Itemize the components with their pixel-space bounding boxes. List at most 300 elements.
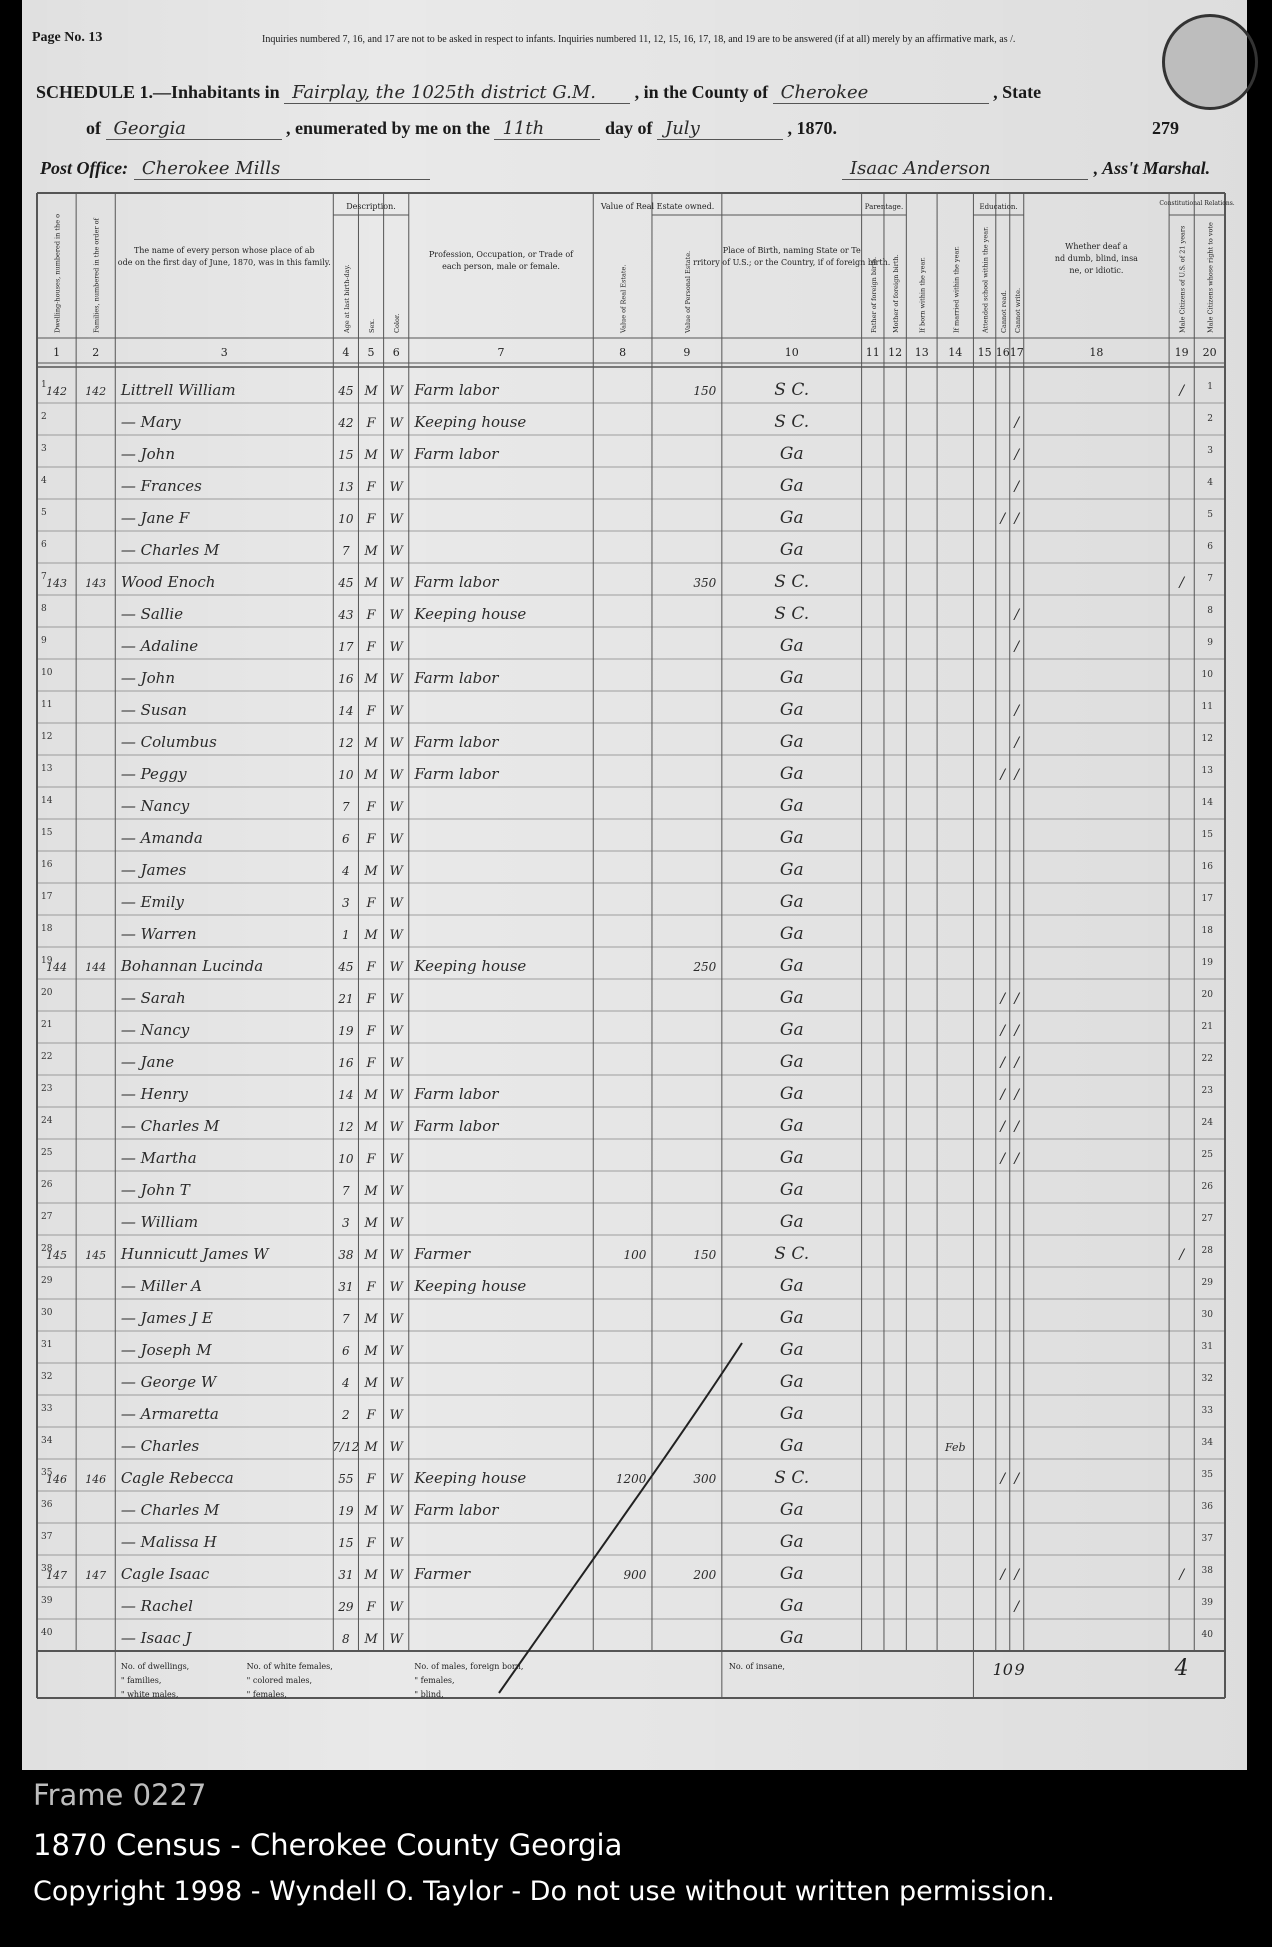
col-19-header: Male Citizens of U.S. of 21 years: [1178, 225, 1187, 333]
summary-dwellings: No. of dwellings,: [120, 1662, 190, 1671]
birth-place: Ga: [779, 1020, 804, 1040]
line-number: 1: [41, 380, 47, 390]
birth-place: Ga: [779, 1532, 804, 1552]
birth-place: Ga: [779, 828, 804, 848]
person-name: — John: [120, 445, 175, 463]
line-number: 23: [41, 1084, 53, 1094]
age: 13: [338, 480, 354, 494]
line-number-right: 15: [1201, 830, 1213, 840]
cannot-write-mark: /: [1014, 735, 1020, 751]
line-number: 27: [41, 1212, 53, 1222]
age: 31: [338, 1568, 354, 1582]
month-value: July: [657, 118, 783, 140]
line-number-right: 39: [1201, 1598, 1213, 1608]
census-table: [37, 193, 1235, 1699]
color: W: [389, 1088, 403, 1103]
cannot-read-mark: /: [1000, 1023, 1006, 1039]
sex: F: [366, 640, 376, 655]
line-number: 34: [41, 1436, 53, 1446]
col-18-header: Whether deaf a: [1065, 242, 1128, 251]
summary-females-foreign: " females,: [414, 1676, 455, 1685]
total-cannot-read: 10: [992, 1660, 1013, 1679]
cannot-read-mark: /: [1000, 991, 1006, 1007]
col-4-header: Age at last birth-day.: [342, 264, 351, 333]
col-number-10: 10: [784, 346, 799, 359]
age: 45: [338, 384, 354, 398]
sex: F: [366, 960, 376, 975]
age: 3: [342, 1216, 350, 1230]
census-row: [41, 1244, 1213, 1264]
person-name: — Jane: [120, 1053, 175, 1071]
col-9-header: Value of Personal Estate.: [683, 250, 692, 333]
age: 15: [338, 448, 354, 462]
line-number-right: 37: [1201, 1534, 1213, 1544]
col-number-1: 1: [53, 346, 61, 359]
occupation: Farmer: [414, 1245, 471, 1263]
age: 6: [342, 1344, 350, 1358]
age: 38: [338, 1248, 354, 1262]
citizen-mark: /: [1179, 575, 1185, 591]
age: 4: [342, 864, 350, 878]
cannot-write-mark: /: [1014, 447, 1020, 463]
person-name: — Adaline: [120, 637, 199, 655]
page-stamp: [1162, 14, 1258, 110]
summary-insane: No. of insane,: [728, 1662, 785, 1671]
age: 7/12: [332, 1440, 360, 1454]
sex: M: [364, 1504, 378, 1519]
col-number-3: 3: [220, 346, 228, 359]
person-name: — Isaac J: [120, 1629, 192, 1647]
age: 45: [338, 960, 354, 974]
schedule-label: SCHEDULE 1.—Inhabitants in: [36, 82, 280, 102]
birth-place: Ga: [779, 1180, 804, 1200]
page-number-label: Page No. 13: [32, 30, 103, 45]
line-number-right: 11: [1201, 702, 1213, 712]
color: W: [389, 512, 403, 527]
census-row: [41, 604, 1213, 624]
sex: F: [366, 704, 376, 719]
occupation: Farm labor: [414, 733, 499, 751]
birth-place: S C.: [774, 1468, 810, 1488]
cannot-read-mark: /: [1000, 511, 1006, 527]
birth-place: Ga: [779, 1564, 804, 1584]
real-estate-value: 1200: [615, 1472, 647, 1486]
person-name: Cagle Isaac: [120, 1565, 210, 1583]
state-label: , State: [993, 82, 1042, 102]
line-number: 26: [41, 1180, 53, 1190]
collection-title: 1870 Census - Cherokee County Georgia: [33, 1828, 623, 1862]
person-name: — Sallie: [120, 605, 184, 623]
age: 29: [338, 1600, 354, 1614]
line-number-right: 25: [1201, 1150, 1213, 1160]
post-office-label: Post Office:: [40, 158, 129, 178]
summary-blind: " blind,: [414, 1690, 444, 1699]
col-number-9: 9: [683, 346, 691, 359]
cannot-write-mark: /: [1014, 415, 1020, 431]
sex: F: [366, 512, 376, 527]
census-row: [41, 1084, 1213, 1104]
personal-estate-value: 350: [693, 576, 717, 590]
enumeration-line: [86, 118, 837, 140]
birth-place: Ga: [779, 476, 804, 496]
color: W: [389, 800, 403, 815]
line-number: 10: [41, 668, 53, 678]
color: W: [389, 992, 403, 1007]
state-value: Georgia: [106, 118, 282, 140]
person-name: — Warren: [120, 925, 197, 943]
occupation: Keeping house: [414, 1277, 527, 1295]
color: W: [389, 448, 403, 463]
color: W: [389, 1440, 403, 1455]
line-number: 4: [41, 476, 47, 486]
color: W: [389, 672, 403, 687]
line-number-right: 19: [1201, 958, 1213, 968]
person-name: — James: [120, 861, 187, 879]
line-number: 15: [41, 828, 53, 838]
age: 7: [342, 800, 350, 814]
real-estate-value: 900: [623, 1568, 647, 1582]
line-number-right: 26: [1201, 1182, 1213, 1192]
age: 10: [338, 768, 354, 782]
personal-estate-value: 150: [693, 384, 717, 398]
cannot-read-mark: /: [1000, 767, 1006, 783]
person-name: — Charles M: [120, 1117, 220, 1135]
sex: M: [364, 544, 378, 559]
summary-colored-males: " colored males,: [246, 1676, 313, 1685]
cannot-read-mark: /: [1000, 1055, 1006, 1071]
age: 8: [342, 1632, 350, 1646]
census-row: [41, 636, 1213, 656]
person-name: — Charles: [120, 1437, 200, 1455]
census-row: [41, 1308, 1213, 1328]
sex: M: [364, 1184, 378, 1199]
occupation: Keeping house: [414, 605, 527, 623]
line-number: 16: [41, 860, 53, 870]
person-name: — Mary: [120, 413, 181, 431]
birth-place: S C.: [774, 412, 810, 432]
cannot-read-mark: /: [1000, 1567, 1006, 1583]
census-page: [22, 0, 1247, 1770]
age: 42: [338, 416, 354, 430]
color: W: [389, 896, 403, 911]
color: W: [389, 608, 403, 623]
age: 2: [342, 1408, 350, 1422]
census-row: [41, 668, 1213, 688]
line-number: 7: [41, 572, 47, 582]
color: W: [389, 1184, 403, 1199]
census-row: [41, 892, 1213, 912]
citizen-mark: /: [1179, 1567, 1185, 1583]
birth-place: S C.: [774, 1244, 810, 1264]
census-row: [41, 1116, 1213, 1136]
birth-place: Ga: [779, 444, 804, 464]
cannot-write-mark: /: [1014, 1567, 1020, 1583]
dwelling-number: 146: [46, 1473, 68, 1486]
line-number: 2: [41, 412, 47, 422]
line-number-right: 27: [1201, 1214, 1213, 1224]
sex: F: [366, 480, 376, 495]
line-number-right: 12: [1201, 734, 1213, 744]
line-number-right: 10: [1201, 670, 1213, 680]
age: 19: [338, 1024, 354, 1038]
dwelling-number: 145: [46, 1249, 68, 1262]
line-number-right: 4: [1207, 478, 1213, 488]
frame-label: Frame 0227: [33, 1778, 207, 1812]
census-row: [41, 828, 1213, 848]
line-number: 36: [41, 1500, 53, 1510]
line-number: 13: [41, 764, 53, 774]
cannot-read-mark: /: [1000, 1151, 1006, 1167]
occupation: Farm labor: [414, 381, 499, 399]
sex: F: [366, 608, 376, 623]
line-number-right: 16: [1201, 862, 1213, 872]
cannot-write-mark: /: [1014, 1023, 1020, 1039]
birth-place: Ga: [779, 732, 804, 752]
line-number: 18: [41, 924, 53, 934]
sex: M: [364, 1376, 378, 1391]
person-name: — Frances: [120, 477, 202, 495]
sex: F: [366, 1056, 376, 1071]
citizen-mark: /: [1179, 383, 1185, 399]
occupation: Farmer: [414, 1565, 471, 1583]
line-number: 30: [41, 1308, 53, 1318]
color: W: [389, 1216, 403, 1231]
sex: F: [366, 1024, 376, 1039]
birth-place: Ga: [779, 1308, 804, 1328]
line-number: 38: [41, 1564, 53, 1574]
col-16-header: Cannot read.: [999, 290, 1008, 333]
cannot-write-mark: /: [1014, 703, 1020, 719]
col-17-header: Cannot write.: [1013, 287, 1022, 333]
line-number-right: 2: [1207, 414, 1213, 424]
line-number-right: 33: [1201, 1406, 1213, 1416]
person-name: — John T: [120, 1181, 190, 1199]
family-number: 147: [85, 1569, 107, 1582]
line-number-right: 23: [1201, 1086, 1213, 1096]
census-row: [41, 572, 1213, 592]
year-label: , 1870.: [787, 118, 837, 138]
age: 43: [338, 608, 354, 622]
cannot-read-mark: /: [1000, 1119, 1006, 1135]
dwelling-number: 144: [46, 961, 68, 974]
age: 55: [338, 1472, 354, 1486]
col-20-header: Male Citizens whose right to vote: [1206, 222, 1215, 333]
color: W: [389, 640, 403, 655]
line-number: 25: [41, 1148, 53, 1158]
post-office-value: Cherokee Mills: [134, 158, 430, 180]
color: W: [389, 544, 403, 559]
line-number-right: 7: [1207, 574, 1213, 584]
education-group-header: Education.: [979, 203, 1018, 211]
sex: M: [364, 928, 378, 943]
person-name: — Emily: [120, 893, 184, 911]
line-number: 33: [41, 1404, 53, 1414]
day-value: 11th: [494, 118, 600, 140]
line-number: 9: [41, 636, 47, 646]
color: W: [389, 416, 403, 431]
census-row: [41, 1212, 1213, 1232]
line-number-right: 6: [1207, 542, 1213, 552]
cannot-write-mark: /: [1014, 511, 1020, 527]
age: 10: [338, 512, 354, 526]
cannot-read-mark: /: [1000, 1471, 1006, 1487]
line-number: 20: [41, 988, 53, 998]
total-citizens: 4: [1174, 1656, 1189, 1681]
line-number-right: 5: [1207, 510, 1213, 520]
birth-place: Ga: [779, 860, 804, 880]
census-row: [41, 1180, 1213, 1200]
real-estate-group-header: Value of Real Estate owned.: [600, 202, 715, 211]
person-name: — Armaretta: [120, 1405, 219, 1423]
color: W: [389, 1248, 403, 1263]
census-row: [41, 1532, 1213, 1552]
line-number: 14: [41, 796, 53, 806]
sex: F: [366, 896, 376, 911]
cannot-write-mark: /: [1014, 1599, 1020, 1615]
col-5-header: Sex.: [368, 318, 377, 333]
col-number-5: 5: [367, 346, 375, 359]
age: 31: [338, 1280, 354, 1294]
sheet-number: 279: [1152, 118, 1179, 138]
sex: M: [364, 448, 378, 463]
family-number: 144: [85, 961, 107, 974]
total-cannot-write: 9: [1014, 1660, 1025, 1679]
county-value: Cherokee: [773, 82, 989, 104]
description-group-header: Description.: [346, 202, 396, 211]
col-18-header-cont2: ne, or idiotic.: [1069, 266, 1124, 275]
line-number-right: 20: [1201, 990, 1213, 1000]
marshal-name: Isaac Anderson: [842, 158, 1088, 180]
census-row: [41, 476, 1213, 496]
summary-males-foreign: No. of males, foreign born,: [414, 1662, 524, 1671]
col-12-header: Mother of foreign birth.: [892, 254, 901, 333]
color: W: [389, 1408, 403, 1423]
age: 7: [342, 544, 350, 558]
person-name: Littrell William: [120, 381, 236, 399]
family-number: 145: [85, 1249, 107, 1262]
sex: F: [366, 800, 376, 815]
color: W: [389, 736, 403, 751]
color: W: [389, 1120, 403, 1135]
sex: F: [366, 1280, 376, 1295]
col-6-header: Color.: [393, 313, 402, 333]
birth-place: Ga: [779, 1628, 804, 1648]
line-number-right: 18: [1201, 926, 1213, 936]
census-row: [41, 796, 1213, 816]
census-row: [41, 1052, 1213, 1072]
line-number: 22: [41, 1052, 53, 1062]
summary-females: " females,: [246, 1690, 287, 1699]
line-number-right: 36: [1201, 1502, 1213, 1512]
sex: M: [364, 1568, 378, 1583]
birth-place: Ga: [779, 1372, 804, 1392]
person-name: — Rachel: [120, 1597, 193, 1615]
color: W: [389, 1344, 403, 1359]
dwelling-number: 143: [46, 577, 68, 590]
occupation: Farm labor: [414, 445, 499, 463]
occupation: Keeping house: [414, 413, 527, 431]
color: W: [389, 1536, 403, 1551]
age: 19: [338, 1504, 354, 1518]
census-row: [41, 1276, 1213, 1296]
real-estate-value: 100: [623, 1248, 647, 1262]
age: 16: [338, 1056, 354, 1070]
census-row: [41, 1564, 1213, 1584]
color: W: [389, 1504, 403, 1519]
age: 14: [338, 1088, 354, 1102]
line-number: 21: [41, 1020, 53, 1030]
col-number-8: 8: [619, 346, 627, 359]
age: 17: [338, 640, 354, 654]
census-row: [41, 1372, 1213, 1392]
person-name: — Nancy: [120, 1021, 190, 1039]
line-number-right: 31: [1201, 1342, 1213, 1352]
schedule-line: [36, 82, 1041, 104]
sex: F: [366, 1152, 376, 1167]
of-label: of: [86, 118, 101, 138]
col-number-6: 6: [392, 346, 400, 359]
birth-place: Ga: [779, 1148, 804, 1168]
birth-place: Ga: [779, 956, 804, 976]
dwelling-number: 142: [46, 385, 68, 398]
summary-white-females: No. of white females,: [246, 1662, 333, 1671]
post-office-line: [40, 158, 430, 180]
sex: M: [364, 1344, 378, 1359]
color: W: [389, 480, 403, 495]
line-number: 8: [41, 604, 47, 614]
color: W: [389, 1632, 403, 1647]
person-name: — Charles M: [120, 1501, 220, 1519]
line-number: 40: [41, 1628, 53, 1638]
line-number-right: 9: [1207, 638, 1213, 648]
age: 1: [342, 928, 350, 942]
birth-place: S C.: [774, 572, 810, 592]
person-name: — Columbus: [120, 733, 217, 751]
sex: M: [364, 672, 378, 687]
birth-place: Ga: [779, 1116, 804, 1136]
census-row: [41, 444, 1213, 464]
sex: F: [366, 1600, 376, 1615]
line-number-right: 32: [1201, 1374, 1213, 1384]
age: 7: [342, 1184, 350, 1198]
person-name: — Martha: [120, 1149, 197, 1167]
col-number-2: 2: [92, 346, 100, 359]
line-number-right: 22: [1201, 1054, 1213, 1064]
sex: M: [364, 576, 378, 591]
col-3-header-cont: ode on the first day of June, 1870, was in this family.: [117, 258, 331, 267]
birth-place: Ga: [779, 1276, 804, 1296]
birth-place: Ga: [779, 1340, 804, 1360]
age: 10: [338, 1152, 354, 1166]
sex: F: [366, 416, 376, 431]
col-7-header-cont: each person, male or female.: [442, 262, 560, 271]
sex: F: [366, 992, 376, 1007]
line-number-right: 34: [1201, 1438, 1213, 1448]
occupation: Farm labor: [414, 1501, 499, 1519]
cannot-write-mark: /: [1014, 639, 1020, 655]
occupation: Farm labor: [414, 1117, 499, 1135]
line-number-right: 30: [1201, 1310, 1213, 1320]
line-number: 24: [41, 1116, 53, 1126]
line-number-right: 28: [1201, 1246, 1213, 1256]
person-name: Hunnicutt James W: [120, 1245, 269, 1263]
color: W: [389, 1568, 403, 1583]
family-number: 146: [85, 1473, 107, 1486]
col-15-header: Attended school within the year.: [981, 226, 990, 334]
birth-place: Ga: [779, 508, 804, 528]
person-name: — George W: [120, 1373, 217, 1391]
birth-place: Ga: [779, 1212, 804, 1232]
